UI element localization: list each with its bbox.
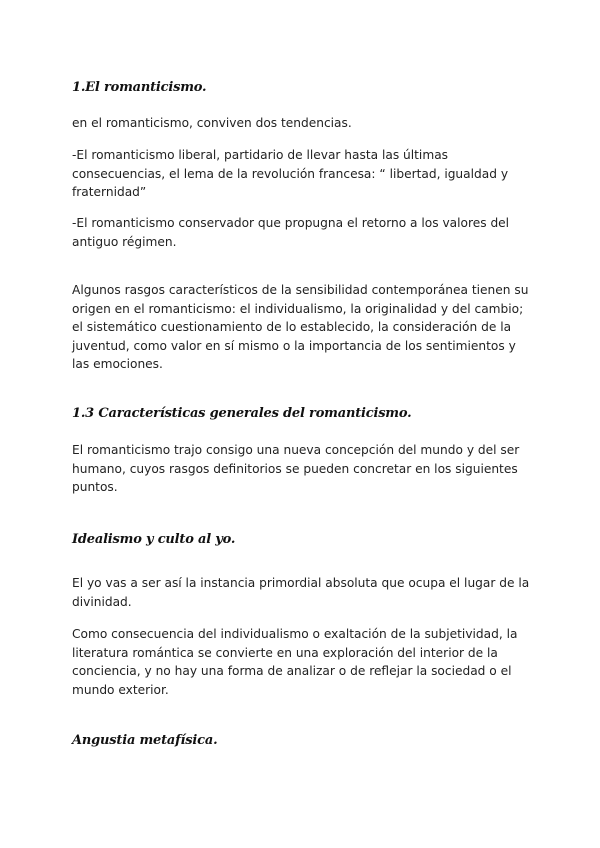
liberal-paragraph: -El romanticismo liberal, partidario de llevar hasta las últimas consecuencias, el lema de la revolución francesa: “ libertad, igualdad y fraternidad” [72,148,509,199]
section-heading-caracteristicas: 1.3 Características generales del romanticismo. [72,406,412,421]
yo-paragraph: El yo vas a ser así la instancia primordial absoluta que ocupa el lugar de la divinidad. [72,576,530,609]
section-heading-romanticismo: 1.El romanticismo. [72,80,207,95]
section-heading-idealismo: Idealismo y culto al yo. [72,532,236,547]
conservador-paragraph: -El romanticismo conservador que propugna el retorno a los valores del antiguo régimen. [72,216,510,249]
caracteristicas-paragraph: El romanticismo trajo consigo una nueva concepción del mundo y del ser humano, cuyos rasgos definitorios se pueden concretar en los siguientes puntos. [72,443,520,494]
section-heading-angustia: Angustia metafísica. [72,733,218,748]
rasgos-paragraph: Algunos rasgos característicos de la sensibilidad contemporánea tienen su origen en el romanticismo: el individualismo, la originalidad y del cambio; el sistemático cuestionamiento de lo establecido, la consideración de la juventud, como valor en sí mismo o la importancia de los sentimientos y las emociones. [72,283,529,371]
consecuencia-paragraph: Como consecuencia del individualismo o exaltación de la subjetividad, la literatura romántica se convierte en una exploración del interior de la conciencia, y no hay una forma de analizar o de reflejar la sociedad o el mundo exterior. [72,627,518,697]
intro-paragraph: en el romanticismo, conviven dos tendencias. [72,116,352,130]
